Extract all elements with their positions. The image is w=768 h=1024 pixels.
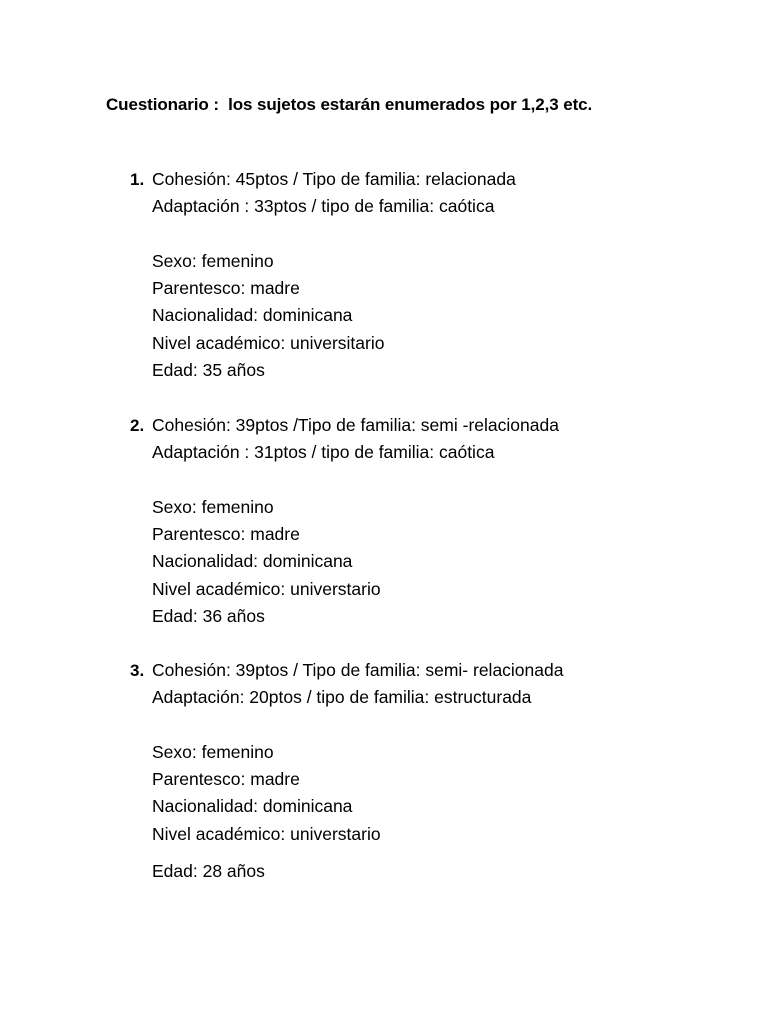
cohesion-line: Cohesión: 39ptos /Tipo de familia: semi -relacionada [152, 415, 559, 435]
edad-line: Edad: 28 años [152, 861, 265, 882]
nacionalidad-line: Nacionalidad: dominicana [152, 305, 353, 326]
adaptacion-line: Adaptación : 33ptos / tipo de familia: caótica [152, 196, 495, 217]
cohesion-line: Cohesión: 39ptos / Tipo de familia: semi- relacionada [152, 660, 564, 680]
spacer [152, 712, 722, 739]
cohesion-line: Cohesión: 45ptos / Tipo de familia: relacionada [152, 169, 516, 189]
nacionalidad-line: Nacionalidad: dominicana [152, 551, 353, 572]
sexo-line: Sexo: femenino [152, 250, 274, 271]
parentesco-line: Parentesco: madre [152, 524, 300, 545]
nacionalidad-line: Nacionalidad: dominicana [152, 796, 353, 817]
parentesco-line: Parentesco: madre [152, 278, 300, 299]
adaptacion-line: Adaptación: 20ptos / tipo de familia: estructurada [152, 687, 532, 708]
subject-details [152, 657, 722, 885]
list-number: 3. [130, 661, 145, 680]
adaptacion-line: Adaptación : 31ptos / tipo de familia: caótica [152, 442, 495, 463]
nivel-academico-line: Nivel académico: universtario [152, 578, 381, 599]
edad-line: Edad: 36 años [152, 606, 265, 627]
sexo-line: Sexo: femenino [152, 496, 274, 517]
subject-details [152, 412, 722, 630]
parentesco-line: Parentesco: madre [152, 769, 300, 790]
subject-details [152, 166, 722, 384]
nivel-academico-line: Nivel académico: universtario [152, 823, 381, 844]
sexo-line: Sexo: femenino [152, 741, 274, 762]
spacer [152, 221, 722, 248]
list-number: 2. [130, 416, 145, 435]
spacer [152, 848, 722, 858]
nivel-academico-line: Nivel académico: universitario [152, 332, 385, 353]
list-number: 1. [130, 170, 145, 189]
document-title: Cuestionario : los sujetos estarán enumerados por 1,2,3 etc. [106, 95, 593, 114]
spacer [152, 467, 722, 494]
edad-line: Edad: 35 años [152, 360, 265, 381]
